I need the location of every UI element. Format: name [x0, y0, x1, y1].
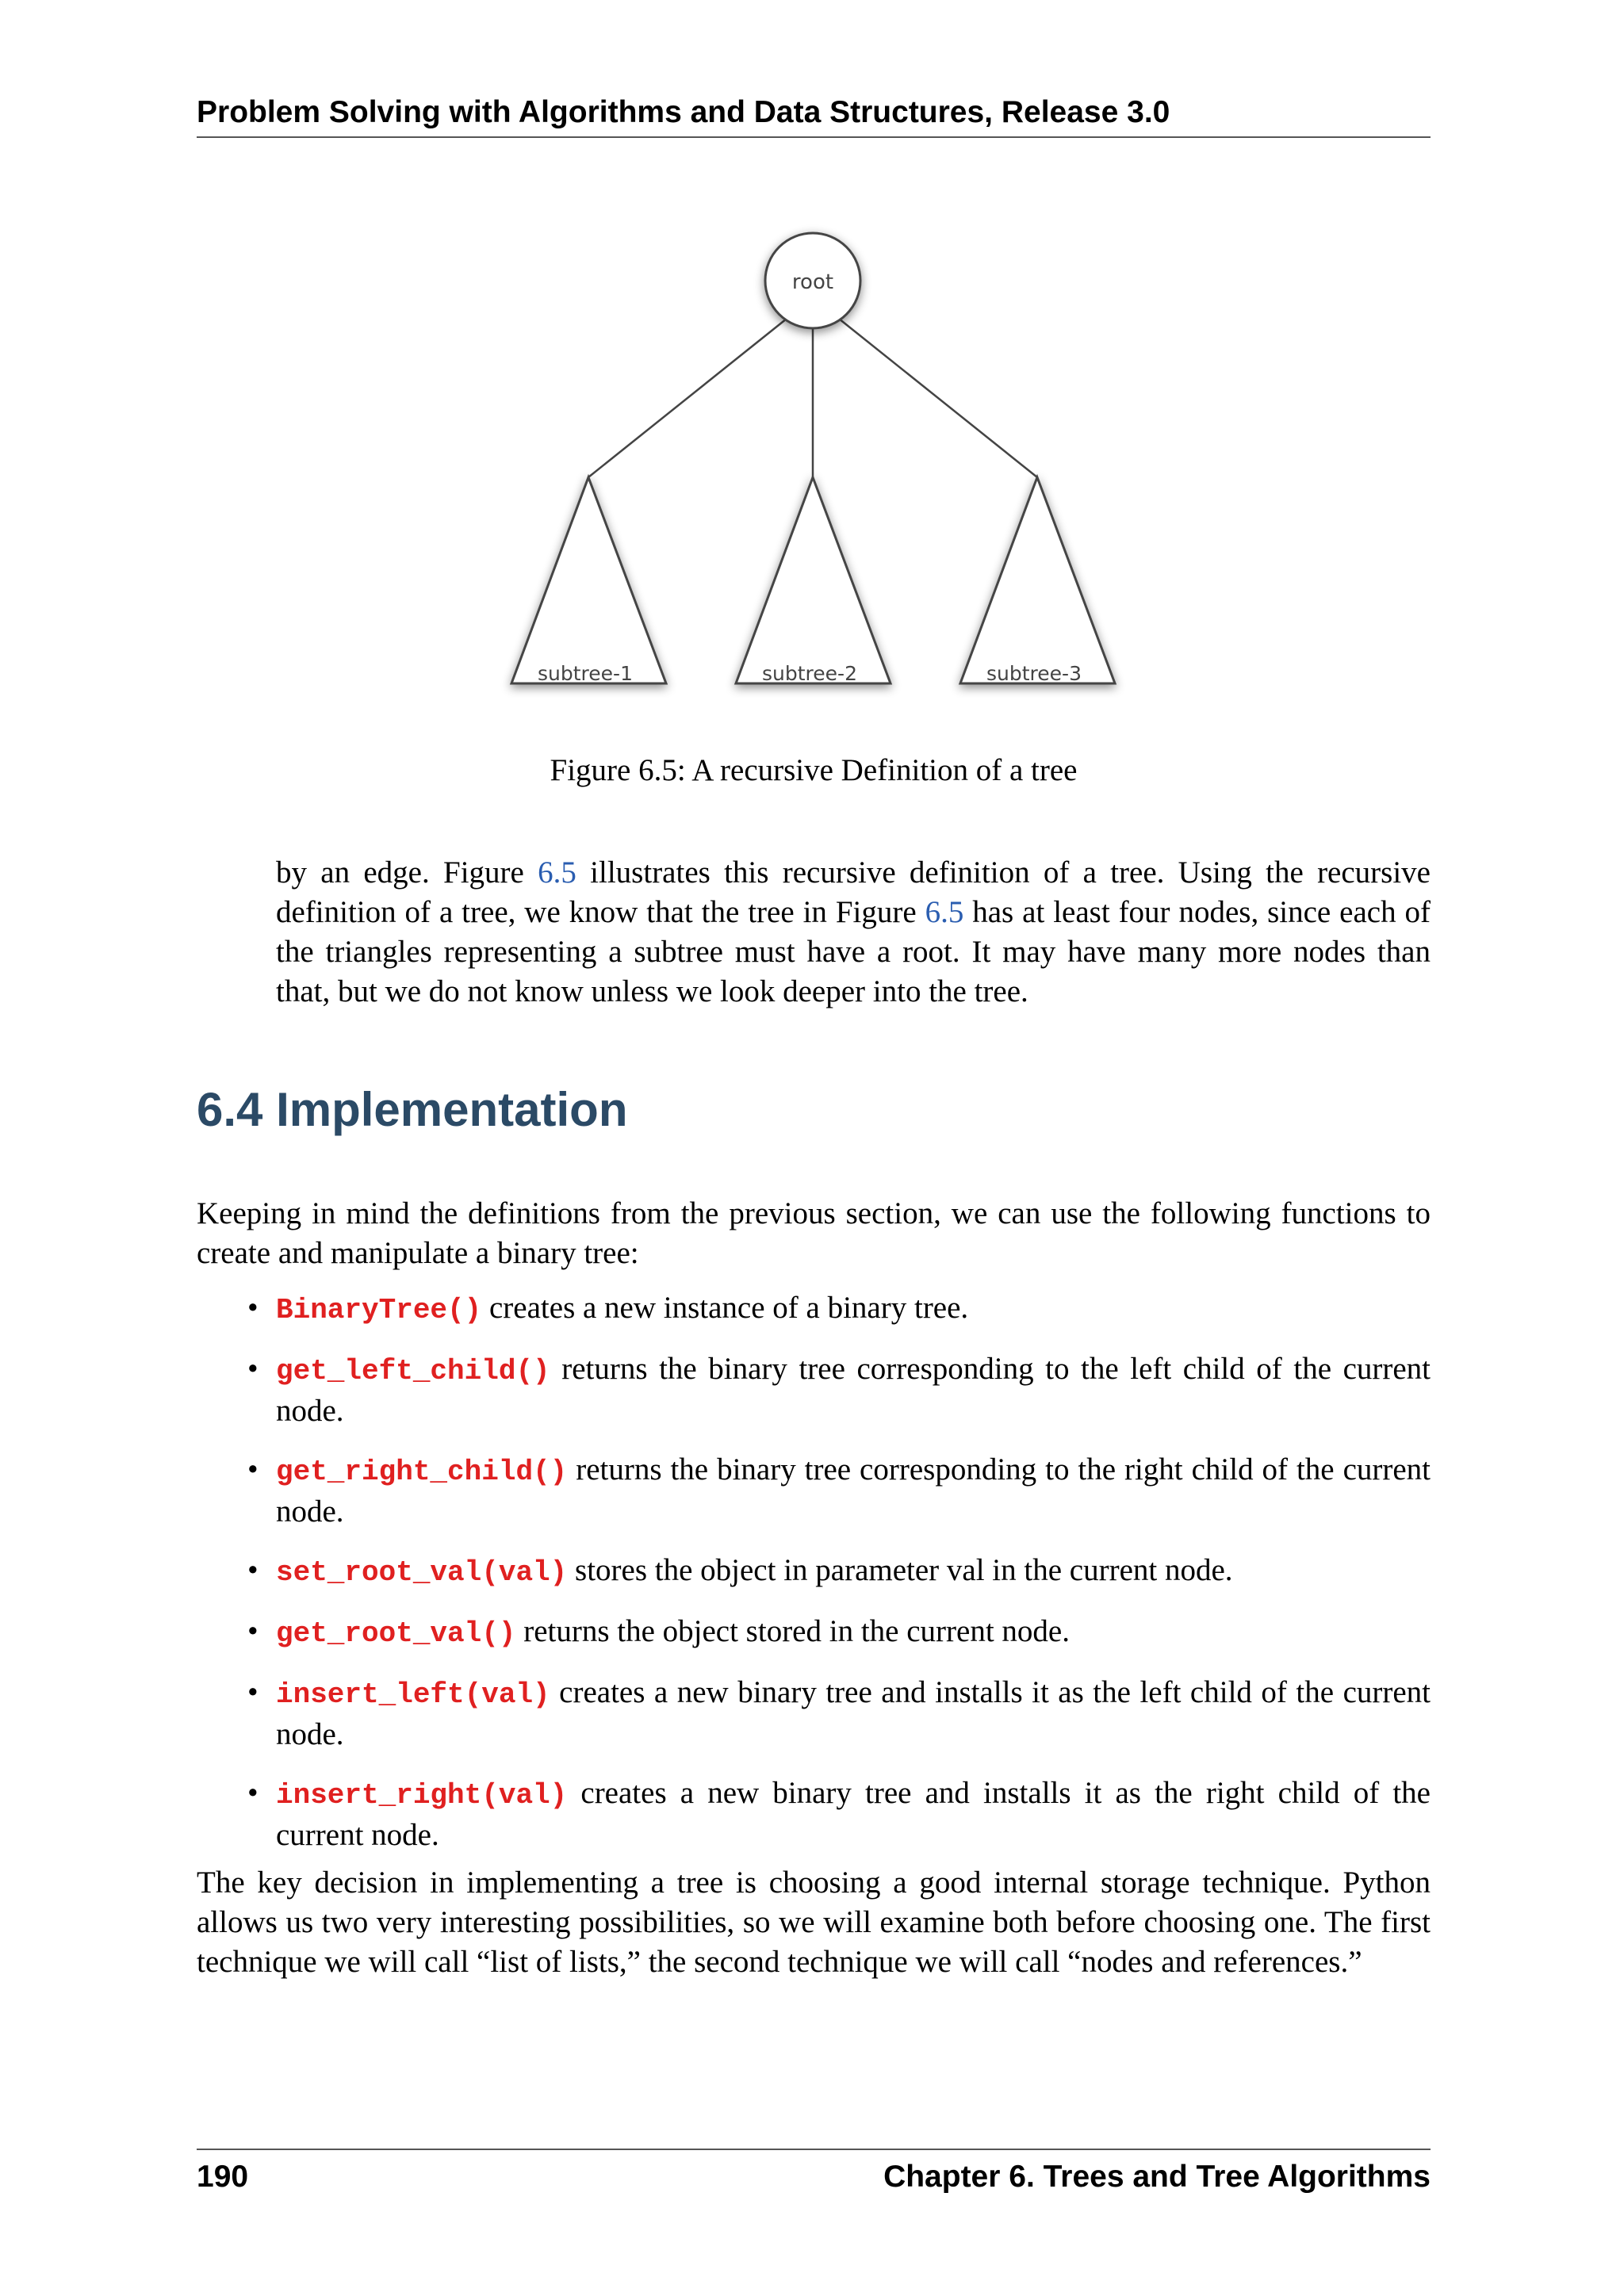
figure-caption: Figure 6.5: A recursive Definition of a tree — [550, 753, 1078, 787]
para-text-3: has at least four nodes, since each of the triangles representing a subtree must have a root. It may have many more nodes than that, but we do not know unless we look deeper into the tree. — [276, 895, 1431, 1008]
list-item — [197, 1551, 1431, 1593]
function-description: stores the object in parameter val in the current node. — [567, 1553, 1233, 1587]
root-label: root — [791, 270, 834, 294]
section-number: 6.4 — [197, 1083, 263, 1136]
bullet: • — [247, 1675, 259, 1709]
intro-paragraph: Keeping in mind the definitions from the previous section, we can use the following functions to create and manipulate a binary tree: — [197, 1196, 1431, 1270]
bullet: • — [247, 1553, 259, 1587]
subtree-3 — [960, 477, 1115, 685]
closing-paragraph: The key decision in implementing a tree is choosing a good internal storage technique. Python allows us two very interesting possibilities, so we will examine both before choosing one. The first technique we will call “list of lists,” the second technique we will call “nodes and references.” — [197, 1866, 1431, 1979]
running-header: Problem Solving with Algorithms and Data Structures, Release 3.0 — [197, 95, 1170, 129]
bullet: • — [247, 1291, 259, 1325]
function-description: returns the binary tree corresponding to the left child of the current node. — [276, 1352, 1431, 1428]
header-rule — [197, 136, 1431, 138]
list-item — [197, 1612, 1431, 1654]
para-text-1: by an edge. Figure — [276, 855, 538, 890]
list-item — [197, 1673, 1431, 1755]
function-name: get_left_child() — [276, 1355, 550, 1387]
recursive-definition-paragraph — [276, 853, 1431, 1012]
function-name: insert_left(val) — [276, 1678, 550, 1711]
function-description: creates a new binary tree and installs it as the right child of the current node. — [276, 1776, 1431, 1852]
function-name: BinaryTree() — [276, 1294, 482, 1326]
bullet: • — [247, 1352, 259, 1386]
function-name: get_root_val() — [276, 1617, 516, 1650]
subtree-2-label: subtree-2 — [762, 662, 857, 685]
section-title: Implementation — [276, 1083, 628, 1136]
function-description: creates a new instance of a binary tree. — [481, 1291, 969, 1325]
figure-ref-link[interactable]: 6.5 — [925, 895, 964, 929]
function-name: get_right_child() — [276, 1456, 568, 1488]
section-heading — [197, 1078, 1431, 1142]
list-item — [197, 1288, 1431, 1330]
subtree-1-label: subtree-1 — [538, 662, 633, 685]
para-text-2: illustrates this recursive definition of a tree. Using the recursive definition of a tree, we know that the tree in Figure — [276, 855, 1431, 929]
function-description: returns the binary tree corresponding to the right child of the current node. — [276, 1452, 1431, 1529]
function-list — [197, 1288, 1431, 1874]
list-item — [197, 1450, 1431, 1532]
subtree-3-label: subtree-3 — [986, 662, 1082, 685]
function-name: set_root_val(val) — [276, 1556, 568, 1589]
footer-rule — [197, 2149, 1431, 2150]
tree-edges — [588, 319, 1037, 477]
bullet: • — [247, 1452, 259, 1487]
subtree-2 — [736, 477, 891, 685]
list-item — [197, 1774, 1431, 1855]
function-description: creates a new binary tree and installs it as the left child of the current node. — [276, 1675, 1431, 1751]
function-name: insert_right(val) — [276, 1779, 568, 1812]
tree-figure — [492, 216, 1142, 715]
bullet: • — [247, 1614, 259, 1648]
page-number: 190 — [197, 2160, 249, 2194]
subtree-1 — [511, 477, 666, 685]
list-item — [197, 1349, 1431, 1431]
function-description: returns the object stored in the current node. — [515, 1614, 1070, 1648]
bullet: • — [247, 1776, 259, 1810]
edge-root-subtree-3 — [839, 319, 1037, 477]
figure-ref-link[interactable]: 6.5 — [538, 855, 576, 890]
edge-root-subtree-1 — [588, 319, 787, 477]
root-node — [765, 233, 860, 328]
chapter-title: Chapter 6. Trees and Tree Algorithms — [883, 2160, 1431, 2194]
